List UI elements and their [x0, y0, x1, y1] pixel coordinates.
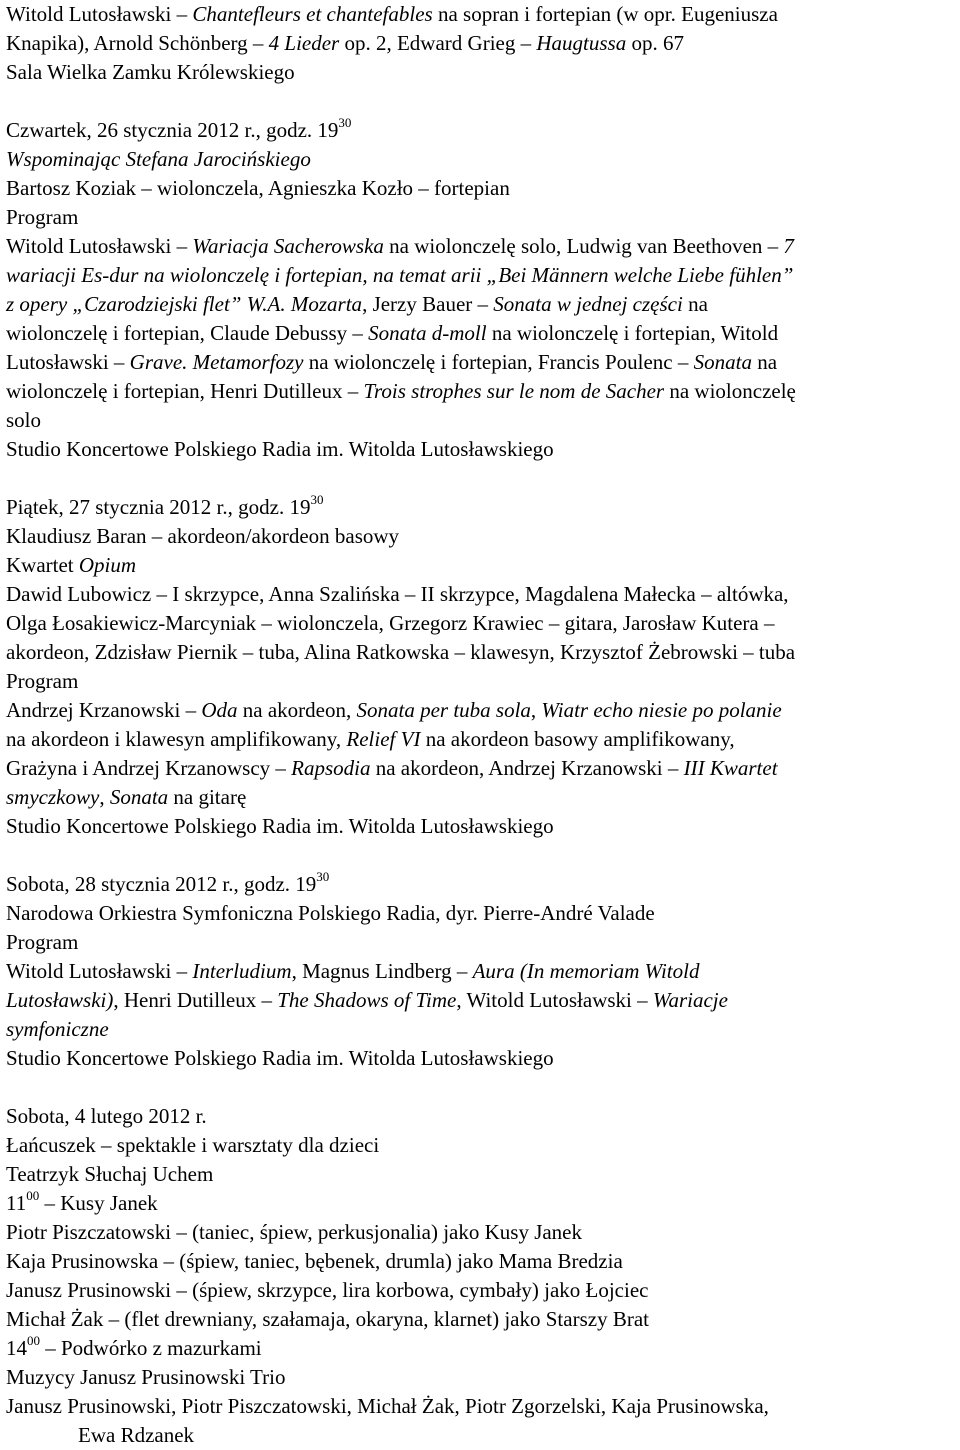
- text-line: [6, 1363, 956, 1392]
- text-line: [6, 1276, 956, 1305]
- text-line: [6, 580, 956, 609]
- text-segment: ,: [99, 785, 110, 809]
- text-line: [6, 58, 956, 87]
- time-superscript: 30: [316, 869, 330, 884]
- italic-title: Grave. Metamorfozy: [129, 350, 304, 374]
- text-line: [6, 609, 956, 638]
- italic-title: Trois strophes sur le nom de Sacher: [363, 379, 665, 403]
- text-line: [6, 203, 956, 232]
- text-segment: Piątek, 27 stycznia 2012 r., godz. 19: [6, 495, 311, 519]
- blank-line: [6, 87, 956, 116]
- text-segment: na akordeon i klawesyn amplifikowany,: [6, 727, 347, 751]
- text-segment: na gitarę: [168, 785, 247, 809]
- text-segment: Klaudiusz Baran – akordeon/akordeon basowy: [6, 524, 400, 548]
- text-line: [6, 232, 956, 261]
- text-segment: Andrzej Krzanowski –: [6, 698, 202, 722]
- text-segment: Grażyna i Andrzej Krzanowscy –: [6, 756, 292, 780]
- text-segment: Sobota, 28 stycznia 2012 r., godz. 19: [6, 872, 317, 896]
- italic-title: Relief VI: [346, 727, 421, 751]
- italic-title: z opery „Czarodziejski flet” W.A.: [6, 292, 286, 316]
- text-segment: , Henri Dutilleux –: [113, 988, 278, 1012]
- text-line: [6, 145, 956, 174]
- text-line: [6, 725, 956, 754]
- text-segment: na akordeon basowy amplifikowany,: [420, 727, 735, 751]
- italic-title: Lutosławski): [6, 988, 114, 1012]
- text-line: [6, 696, 956, 725]
- italic-title: Wiatr echo niesie po polanie: [541, 698, 782, 722]
- italic-title: smyczkowy: [6, 785, 100, 809]
- italic-title: Sonata w jednej części: [493, 292, 683, 316]
- italic-title: Chantefleurs et chantefables: [192, 2, 433, 26]
- italic-title: III Kwartet: [683, 756, 778, 780]
- text-segment: solo: [6, 408, 42, 432]
- text-segment: Dawid Lubowicz – I skrzypce, Anna Szalińska – II skrzypce, Magdalena Małecka – altówka,: [6, 582, 789, 606]
- italic-title: Sonata: [109, 785, 169, 809]
- text-segment: Kwartet: [6, 553, 79, 577]
- text-segment: Łańcuszek – spektakle i warsztaty dla dzieci: [6, 1133, 380, 1157]
- text-segment: na akordeon, Andrzej Krzanowski –: [370, 756, 684, 780]
- italic-title: The Shadows of Time: [277, 988, 457, 1012]
- italic-title: Haugtussa: [536, 31, 627, 55]
- text-line: [6, 986, 956, 1015]
- text-segment: Witold Lutosławski –: [6, 959, 193, 983]
- text-line: [6, 899, 956, 928]
- text-segment: Program: [6, 205, 79, 229]
- text-line: [6, 1392, 956, 1421]
- text-segment: na wiolonczelę i fortepian, Francis Poulenc –: [303, 350, 694, 374]
- italic-title: Sonata: [693, 350, 752, 374]
- text-line: [6, 1247, 956, 1276]
- text-segment: , Jerzy Bauer –: [362, 292, 494, 316]
- text-line: [6, 261, 956, 290]
- italic-title: Mozarta: [290, 292, 363, 316]
- time-superscript: 00: [27, 1333, 40, 1348]
- text-segment: Muzycy Janusz Prusinowski Trio: [6, 1365, 286, 1389]
- text-segment: wiolonczelę i fortepian, Henri Dutilleux –: [6, 379, 364, 403]
- text-segment: na sopran i fortepian (w opr. Eugeniusza: [432, 2, 778, 26]
- text-segment: Program: [6, 669, 79, 693]
- text-segment: Janusz Prusinowski – (śpiew, skrzypce, lira korbowa, cymbały) jako Łojciec: [6, 1278, 649, 1302]
- text-segment: Ewa Rdzanek: [78, 1423, 195, 1447]
- text-line: [6, 348, 956, 377]
- italic-title: wariacji Es-dur na wiolonczelę i fortepian, na temat arii „Bei Männern welche Liebe fühlen”: [6, 263, 794, 287]
- italic-title: symfoniczne: [6, 1017, 109, 1041]
- italic-title: Wariacja Sacherowska: [192, 234, 384, 258]
- italic-title: Rapsodia: [291, 756, 371, 780]
- text-line: [6, 319, 956, 348]
- text-line: [6, 1044, 956, 1073]
- text-line: [6, 638, 956, 667]
- text-line: [6, 290, 956, 319]
- text-segment: Lutosławski –: [6, 350, 130, 374]
- text-segment: na akordeon,: [237, 698, 357, 722]
- time-superscript: 30: [310, 492, 324, 507]
- italic-title: 7: [783, 234, 794, 258]
- text-segment: Kaja Prusinowska – (śpiew, taniec, bębenek, drumla) jako Mama Bredzia: [6, 1249, 623, 1273]
- text-segment: Czwartek, 26 stycznia 2012 r., godz. 19: [6, 118, 339, 142]
- italic-title: 4 Lieder: [268, 31, 340, 55]
- text-segment: op. 67: [626, 31, 684, 55]
- text-line: [6, 1160, 956, 1189]
- text-segment: Teatrzyk Słuchaj Uchem: [6, 1162, 214, 1186]
- text-line: [6, 1334, 956, 1363]
- text-line: [6, 754, 956, 783]
- text-line: [6, 522, 956, 551]
- text-line: [6, 377, 956, 406]
- text-line: [6, 435, 956, 464]
- text-segment: Knapika), Arnold Schönberg –: [6, 31, 269, 55]
- text-segment: Studio Koncertowe Polskiego Radia im. Witolda Lutosławskiego: [6, 437, 554, 461]
- text-line: [6, 1131, 956, 1160]
- concert-program-document: [6, 0, 956, 1450]
- text-segment: Program: [6, 930, 79, 954]
- text-line: [6, 116, 956, 145]
- text-segment: 11: [6, 1191, 27, 1215]
- text-segment: , Magnus Lindberg –: [291, 959, 473, 983]
- text-line: [6, 29, 956, 58]
- text-line: [6, 0, 956, 29]
- text-line: [6, 174, 956, 203]
- italic-title: Sonata d-moll: [368, 321, 487, 345]
- blank-line: [6, 841, 956, 870]
- text-segment: Olga Łosakiewicz-Marcyniak – wiolonczela, Grzegorz Krawiec – gitara, Jarosław Kutera –: [6, 611, 775, 635]
- blank-line: [6, 464, 956, 493]
- text-segment: Michał Żak – (flet drewniany, szałamaja, okaryna, klarnet) jako Starszy Brat: [6, 1307, 649, 1331]
- text-segment: Studio Koncertowe Polskiego Radia im. Witolda Lutosławskiego: [6, 1046, 554, 1070]
- italic-title: Aura (In memoriam Witold: [472, 959, 700, 983]
- text-segment: na: [751, 350, 778, 374]
- text-segment: Witold Lutosławski –: [6, 2, 193, 26]
- text-segment: ,: [530, 698, 542, 722]
- text-segment: Studio Koncertowe Polskiego Radia im. Witolda Lutosławskiego: [6, 814, 554, 838]
- text-segment: na: [682, 292, 708, 316]
- text-line: [6, 493, 956, 522]
- text-line: [6, 406, 956, 435]
- text-segment: Sobota, 4 lutego 2012 r.: [6, 1104, 207, 1128]
- text-line: [6, 1305, 956, 1334]
- text-segment: Piotr Piszczatowski – (taniec, śpiew, perkusjonalia) jako Kusy Janek: [6, 1220, 583, 1244]
- text-line: [6, 1102, 956, 1131]
- time-superscript: 30: [338, 115, 352, 130]
- text-line: [6, 783, 956, 812]
- text-segment: Janusz Prusinowski, Piotr Piszczatowski, Michał Żak, Piotr Zgorzelski, Kaja Prusinowska,: [6, 1394, 769, 1418]
- italic-title: Wspominając Stefana Jarocińskiego: [6, 147, 311, 171]
- text-segment: op. 2, Edward Grieg –: [339, 31, 537, 55]
- text-line: [6, 870, 956, 899]
- italic-title: Oda: [201, 698, 238, 722]
- text-segment: Narodowa Orkiestra Symfoniczna Polskiego Radia, dyr. Pierre-André Valade: [6, 901, 655, 925]
- text-line: [6, 928, 956, 957]
- text-segment: 14: [6, 1336, 27, 1360]
- text-segment: na wiolonczelę solo, Ludwig van Beethoven –: [383, 234, 784, 258]
- italic-title: Opium: [78, 553, 137, 577]
- text-line: [6, 957, 956, 986]
- text-line: [6, 551, 956, 580]
- italic-title: Wariacje: [652, 988, 728, 1012]
- text-segment: – Podwórko z mazurkami: [40, 1336, 262, 1360]
- text-segment: wiolonczelę i fortepian, Claude Debussy –: [6, 321, 369, 345]
- text-line: [6, 1218, 956, 1247]
- italic-title: Interludium: [192, 959, 292, 983]
- text-segment: – Kusy Janek: [39, 1191, 158, 1215]
- text-line: [6, 667, 956, 696]
- text-segment: , Witold Lutosławski –: [456, 988, 653, 1012]
- italic-title: Sonata per tuba sola: [356, 698, 531, 722]
- text-line: [6, 1015, 956, 1044]
- text-segment: Sala Wielka Zamku Królewskiego: [6, 60, 295, 84]
- text-segment: akordeon, Zdzisław Piernik – tuba, Alina Ratkowska – klawesyn, Krzysztof Żebrowski – tuba: [6, 640, 796, 664]
- text-segment: na wiolonczelę: [664, 379, 796, 403]
- text-line: [6, 812, 956, 841]
- text-line: [6, 1189, 956, 1218]
- text-segment: Bartosz Koziak – wiolonczela, Agnieszka Kozło – fortepian: [6, 176, 510, 200]
- text-segment: na wiolonczelę i fortepian, Witold: [486, 321, 779, 345]
- time-superscript: 00: [26, 1188, 40, 1203]
- blank-line: [6, 1073, 956, 1102]
- text-segment: Witold Lutosławski –: [6, 234, 193, 258]
